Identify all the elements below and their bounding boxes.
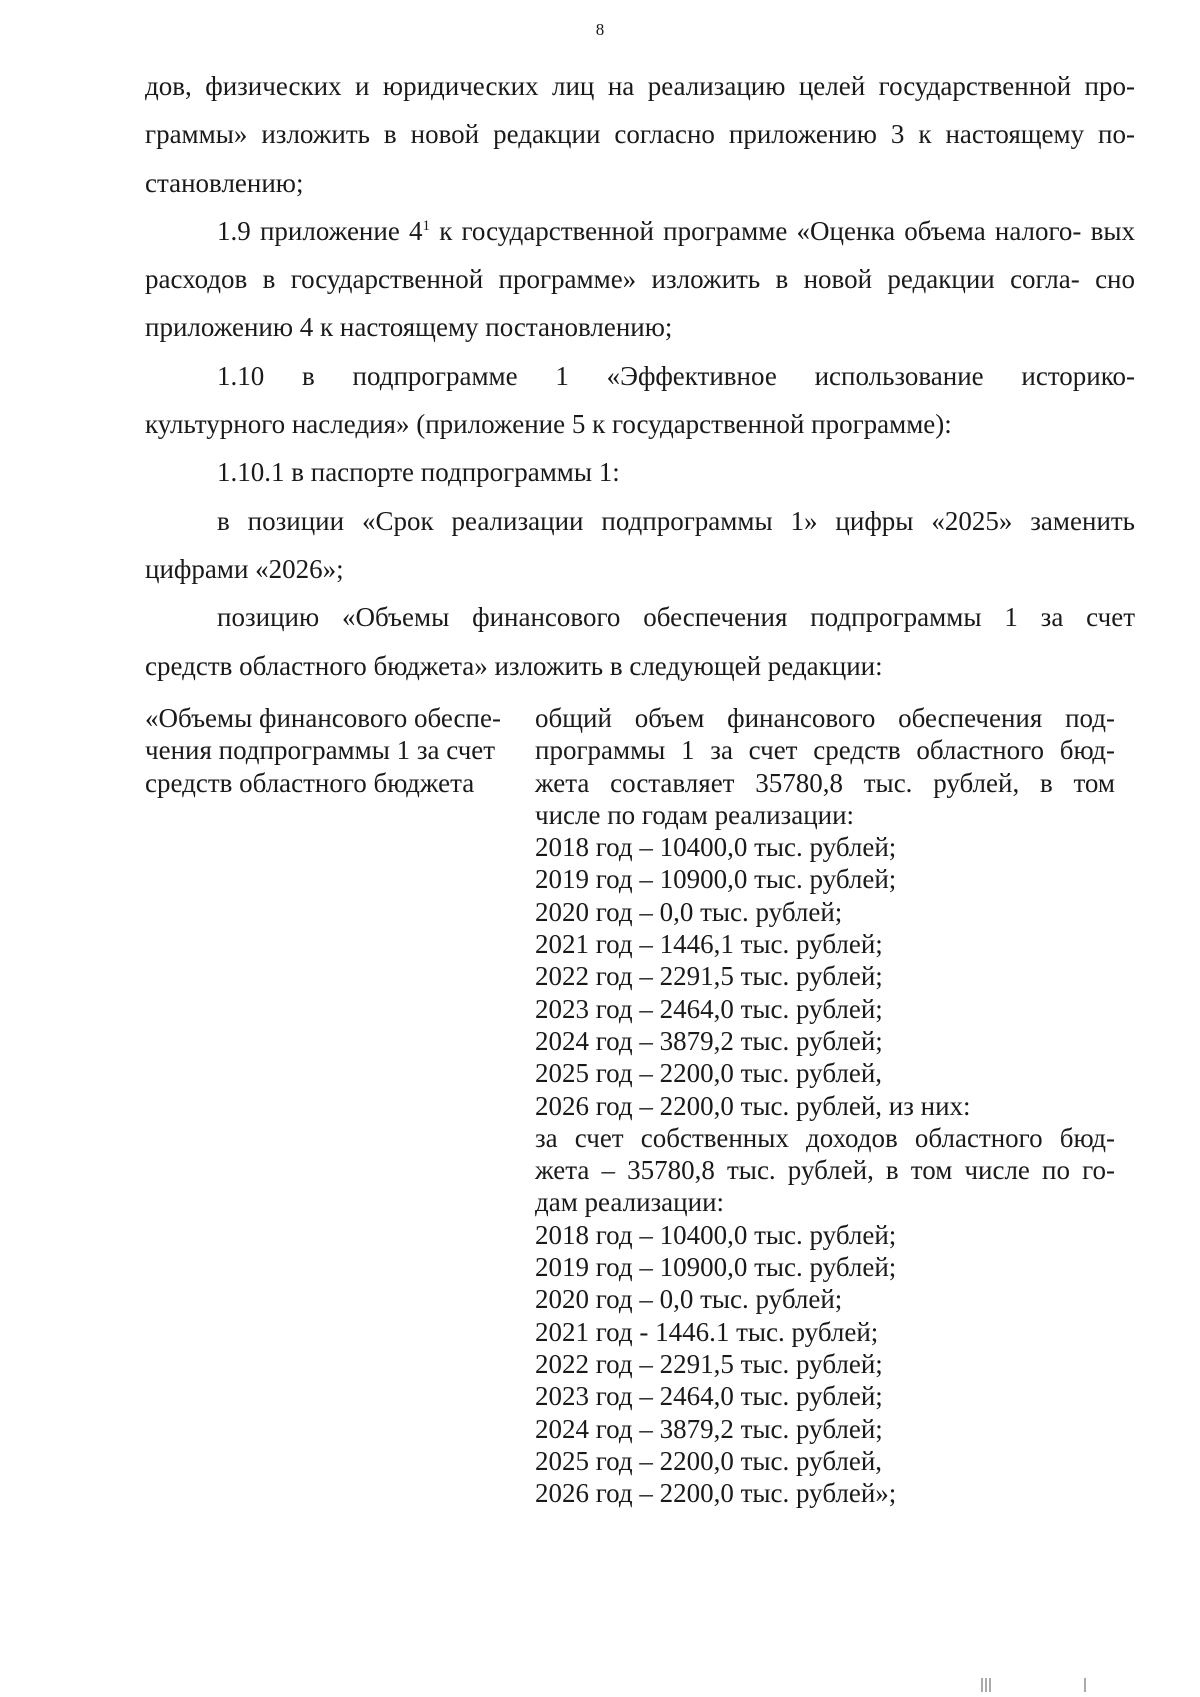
year-amount-row: 2024 год – 3879,2 тыс. рублей; [535, 1025, 883, 1056]
paragraph-term-line-1: в позиции «Срок реализации подпрограммы 1» цифры «2025» заменить [217, 505, 1135, 536]
own-income-line: жета – 35780,8 тыс. рублей, в том числе по го- [535, 1155, 1115, 1186]
position-name-line: чения подпрограммы 1 за счет [145, 735, 496, 766]
paragraph-1-line-1: дов, физических и юридических лиц на реализацию целей государственной про- [145, 71, 1135, 101]
paragraph-1-9-line-3: сно приложению 4 к настоящему постановлению; [145, 264, 1135, 343]
paragraph-volumes-line-2: средств областного бюджета» изложить в следующей редакции: [145, 650, 883, 681]
paragraph-1-9-line-2: вых расходов в государственной программе» изложить в новой редакции согла- [145, 215, 1136, 295]
position-name-line: «Объемы финансового обеспе- [145, 703, 501, 733]
year-amount-row: 2018 год – 10400,0 тыс. рублей; [535, 832, 897, 863]
year-amount-row: 2026 год – 2200,0 тыс. рублей, из них: [535, 1090, 971, 1121]
paragraph-1-9 [145, 207, 1135, 352]
own-income-line: дам реализации: [535, 1187, 725, 1218]
paragraph-1 [145, 62, 1135, 207]
own-year-amount-row: 2026 год – 2200,0 тыс. рублей»; [535, 1478, 897, 1509]
total-volume-line: программы 1 за счет средств областного бюд- [535, 735, 1115, 766]
total-volume-line: общий объем финансового обеспечения под- [535, 703, 1115, 733]
own-year-amount-row: 2022 год – 2291,5 тыс. рублей; [535, 1348, 883, 1379]
position-name-line: средств областного бюджета [145, 767, 475, 798]
paragraph-1-line-2: граммы» изложить в новой редакции согласно приложению 3 к настоящему по- [145, 119, 1135, 150]
total-volume-line: числе по годам реализации: [535, 799, 855, 830]
document-body [145, 62, 1135, 690]
superscript-index: 1 [422, 217, 431, 234]
paragraph-1-9-rest: к государственной программе «Оценка объема налого- [430, 215, 1082, 246]
own-income-line: за счет собственных доходов областного бюд- [535, 1122, 1115, 1153]
page-number: 8 [595, 20, 605, 39]
financing-position-table [145, 702, 1120, 1509]
position-value-column [535, 702, 1115, 1509]
paragraph-1-line-3: становлению; [145, 167, 304, 198]
scan-marks-icon [980, 1678, 1090, 1692]
position-name-column [145, 702, 520, 1509]
paragraph-term-line-2: цифрами «2026»; [145, 553, 344, 584]
year-amount-row: 2022 год – 2291,5 тыс. рублей; [535, 961, 883, 992]
paragraph-1-10-1: 1.10.1 в паспорте подпрограммы 1: [217, 457, 620, 488]
paragraph-1-9-start: 1.9 приложение 4 [217, 215, 423, 246]
year-amount-row: 2020 год – 0,0 тыс. рублей; [535, 896, 843, 927]
total-volume-line: жета составляет 35780,8 тыс. рублей, в том [535, 767, 1115, 798]
own-year-amount-row: 2021 год - 1446.1 тыс. рублей; [535, 1316, 879, 1347]
year-amount-row: 2019 год – 10900,0 тыс. рублей; [535, 864, 897, 895]
year-amount-row: 2021 год – 1446,1 тыс. рублей; [535, 929, 883, 960]
year-amount-row: 2025 год – 2200,0 тыс. рублей, [535, 1058, 883, 1089]
own-year-amount-row: 2023 год – 2464,0 тыс. рублей; [535, 1381, 883, 1412]
own-year-amount-row: 2024 год – 3879,2 тыс. рублей; [535, 1413, 883, 1444]
own-year-amount-row: 2025 год – 2200,0 тыс. рублей, [535, 1445, 883, 1476]
own-year-amount-row: 2018 год – 10400,0 тыс. рублей; [535, 1219, 897, 1250]
scan-edge-marks [980, 1678, 1090, 1697]
paragraph-volumes-line-1: позицию «Объемы финансового обеспечения подпрограммы 1 за счет [217, 602, 1135, 633]
own-year-amount-row: 2020 год – 0,0 тыс. рублей; [535, 1284, 843, 1315]
paragraph-1-10-line-2: культурного наследия» (приложение 5 к государственной программе): [145, 409, 952, 440]
own-year-amount-row: 2019 год – 10900,0 тыс. рублей; [535, 1252, 897, 1283]
year-amount-row: 2023 год – 2464,0 тыс. рублей; [535, 993, 883, 1024]
paragraph-1-10-line-1: 1.10 в подпрограмме 1 «Эффективное использование историко- [217, 360, 1135, 391]
